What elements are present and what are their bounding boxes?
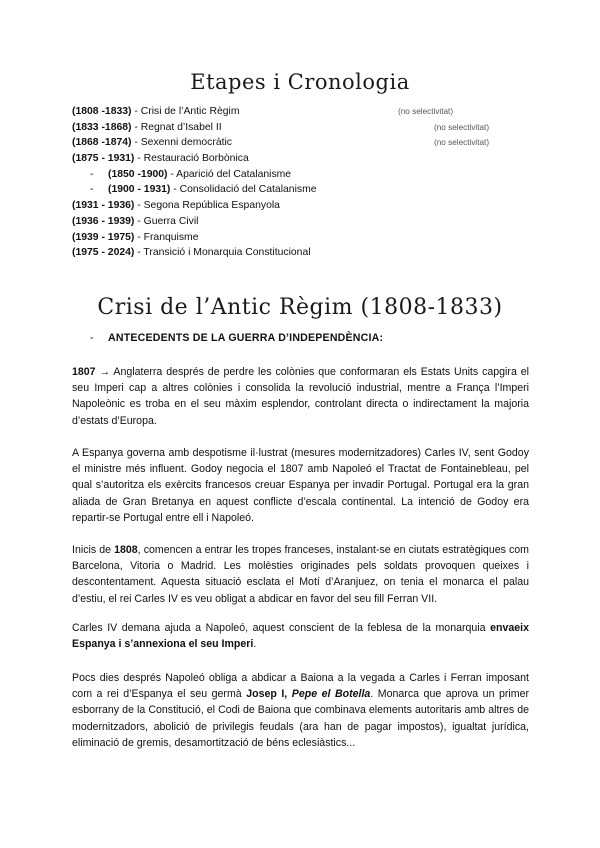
- period-name: - Aparició del Catalanisme: [167, 168, 292, 180]
- year: 1808: [114, 544, 138, 556]
- paragraph-text: Carles IV demana ajuda a Napoleó, aquest conscient de la feblesa de la monarquia: [72, 622, 491, 634]
- list-item: [72, 167, 542, 183]
- period-name: - Guerra Civil: [134, 215, 199, 227]
- bullet-dash: -: [90, 168, 94, 180]
- period-name: - Restauració Borbònica: [134, 153, 249, 165]
- date-range: (1875 - 1931): [72, 153, 135, 165]
- date-range: (1808 -1833): [72, 106, 132, 117]
- subsection-heading-text: ANTECEDENTS DE LA GUERRA D’INDEPENDÈNCIA:: [108, 332, 384, 344]
- note: (no selectivitat): [398, 107, 454, 116]
- note: (no selectivitat): [434, 122, 490, 132]
- year: 1807: [72, 366, 96, 378]
- section-title: Crisi de l’Antic Règim (1808-1833): [97, 295, 503, 320]
- nickname: Pepe el Botella: [291, 688, 371, 701]
- paragraph: [72, 542, 529, 607]
- arrow: →: [95, 366, 114, 378]
- list-item: [72, 245, 542, 261]
- list-item: [72, 182, 542, 198]
- period-name: - Crisi de l’Antic Règim: [131, 106, 240, 117]
- paragraph-text: , comencen a entrar les tropes franceses, instalant-se en ciutats estratègiques com Barcelona, Vitoria o Madrid. Les molèsties originades pels soldats provoquen queixes i descontentament. Aquesta situació esclata el Motí d’Aranjuez, on tenia el monarca el palau d’estiu, el rei Carles IV es veu obligat a abdicar en favor del seu fill Ferran VII.: [72, 544, 530, 605]
- date-range: (1868 -1874): [72, 137, 132, 149]
- date-range: (1850 -1900): [108, 168, 168, 180]
- period-name: - Franquisme: [134, 231, 199, 243]
- paragraph-text: Inicis de: [72, 544, 115, 556]
- period-name: - Sexenni democràtic: [131, 137, 232, 149]
- period-name: - Regnat d’Isabel II: [131, 121, 222, 133]
- list-item: [72, 120, 542, 136]
- paragraph-text: .: [253, 638, 257, 651]
- list-item: [72, 135, 542, 151]
- paragraph-text: . Monarca que aprova un primer esborrany de la Constitució, el Codi de Baiona que combinava elements autoritaris amb altres de modernitzadors, abolició de privilegis feudals (ara han de pagar impostos), igualtat jurídica, eliminació de gremis, desamortització de béns eclesiàstics...: [72, 688, 530, 749]
- bullet-dash: -: [90, 332, 94, 344]
- subsection-heading: [90, 332, 383, 344]
- period-name: - Transició i Monarquia Constitucional: [134, 247, 311, 259]
- page-title: Etapes i Cronologia: [190, 70, 410, 94]
- date-range: (1939 - 1975): [72, 231, 135, 243]
- date-range: (1931 - 1936): [72, 200, 135, 212]
- list-item: [72, 198, 542, 214]
- paragraph: [72, 445, 529, 526]
- date-range: (1900 - 1931): [108, 184, 171, 196]
- emphasis: envaeix Espanya i s’annexiona el seu Imperi: [72, 622, 529, 651]
- paragraph-text: Anglaterra després de perdre les colònies que conformaran els Estats Units capgira el seu Imperi cap a altres colònies i consolida la revolució industrial, mentre a França l’Imperi Napoleònic es troba en el seu màxim esplendor, controlant directa o indirectament la majoria d’estats d’Europa.: [72, 366, 529, 427]
- note: (no selectivitat): [434, 138, 490, 148]
- chronology-list: [72, 104, 542, 261]
- list-item: [72, 230, 542, 246]
- list-item: [72, 214, 542, 230]
- paragraph-text: A Espanya governa amb despotisme il·lustrat (mesures modernitzadores) Carles IV, sent Godoy el ministre més influent. Godoy negocia el 1807 amb Napoleó el Tractat de Fontainebleau, pel qual s’autoritza els exèrcits francesos creuar Espanya per invadir Portugal. Portugal era la gran aliada de Gran Bretanya en aquest conflicte d’escala continental. La intenció de Godoy era repartir-se Portugal entre ell i Napoleó.: [72, 447, 529, 524]
- list-item: [72, 104, 542, 120]
- list-item: [72, 151, 542, 167]
- period-name: - Consolidació del Catalanisme: [170, 184, 317, 196]
- paragraph-text: Pocs dies després Napoleó obliga a abdicar a Baiona a la vegada a Carles i Ferran imposant com a rei d’Espanya el seu germà: [72, 672, 529, 701]
- bullet-dash: -: [90, 184, 94, 196]
- date-range: (1936 - 1939): [72, 215, 135, 227]
- period-name: - Segona República Espanyola: [134, 200, 280, 212]
- date-range: (1975 - 2024): [72, 247, 135, 259]
- paragraph: [72, 620, 529, 652]
- date-range: (1833 -1868): [72, 121, 132, 133]
- paragraph: [72, 670, 529, 751]
- emphasis: Josep I,: [246, 688, 292, 701]
- paragraph: [72, 364, 529, 429]
